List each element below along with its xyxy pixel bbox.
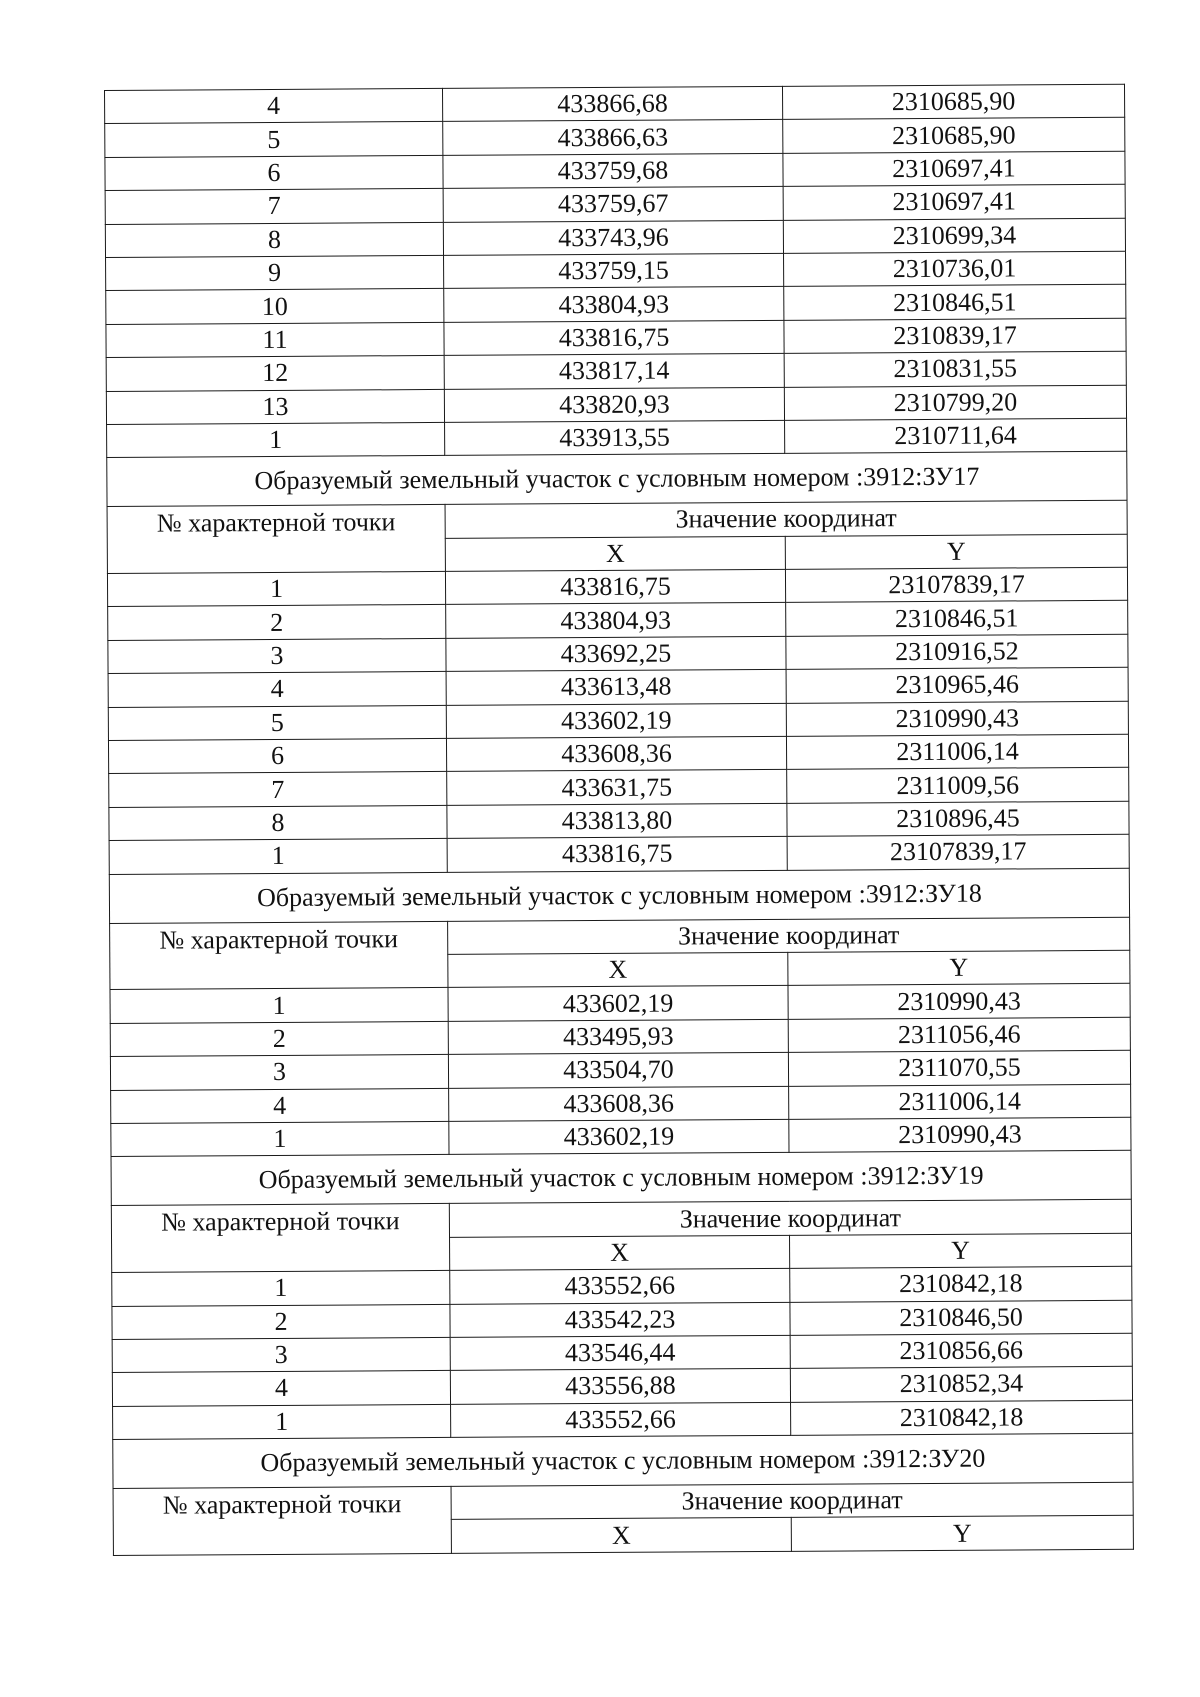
y-coordinate-cell: 2310852,34 — [790, 1367, 1132, 1402]
y-coordinate-cell: 2310831,55 — [784, 351, 1126, 386]
point-number-cell: 1 — [109, 839, 447, 874]
x-coordinate-cell: 433613,48 — [446, 670, 786, 705]
y-coordinate-cell: 2310842,18 — [790, 1266, 1132, 1301]
coordinates-table — [104, 84, 1134, 1556]
x-coordinate-cell: 433817,14 — [444, 353, 784, 388]
y-coordinate-cell: 2311009,56 — [787, 768, 1129, 803]
x-coordinate-cell: 433913,55 — [445, 420, 785, 455]
x-coordinate-cell: 433552,66 — [450, 1268, 790, 1303]
point-number-cell: 10 — [106, 289, 444, 324]
point-number-cell: 1 — [111, 1121, 449, 1156]
y-coordinate-cell: 2310990,43 — [786, 701, 1128, 736]
point-number-cell: 13 — [106, 389, 444, 424]
point-number-cell: 4 — [111, 1088, 449, 1123]
x-coordinate-cell: 433820,93 — [444, 387, 784, 422]
y-coordinate-cell: 23107839,17 — [787, 834, 1129, 869]
x-coordinate-cell: 433552,66 — [451, 1402, 791, 1437]
y-coordinate-cell: 2310685,90 — [782, 84, 1124, 119]
point-number-header: № характерной точки — [110, 921, 448, 990]
x-coordinate-cell: 433743,96 — [443, 220, 783, 255]
point-number-cell: 3 — [110, 1055, 448, 1090]
coordinates-header: Значение координат — [449, 1200, 1131, 1238]
y-coordinate-cell: 2310685,90 — [783, 118, 1125, 153]
section-title-row — [109, 868, 1129, 923]
y-coordinate-cell: 2311006,14 — [789, 1084, 1131, 1119]
point-number-cell: 8 — [109, 805, 447, 840]
x-coordinate-cell: 433816,75 — [444, 320, 784, 355]
y-header: Y — [791, 1516, 1133, 1551]
point-number-cell: 3 — [112, 1337, 450, 1372]
coordinates-header: Значение координат — [445, 501, 1127, 539]
x-coordinate-cell: 433504,70 — [448, 1052, 788, 1087]
point-number-cell: 9 — [106, 255, 444, 290]
x-coordinate-cell: 433866,68 — [442, 86, 782, 121]
x-coordinate-cell: 433602,19 — [448, 986, 788, 1021]
y-coordinate-cell: 2310916,52 — [786, 634, 1128, 669]
point-number-cell: 1 — [113, 1404, 451, 1439]
x-coordinate-cell: 433692,25 — [446, 636, 786, 671]
coordinates-header: Значение координат — [451, 1482, 1133, 1520]
point-number-cell: 1 — [107, 422, 445, 457]
point-number-cell: 2 — [110, 1021, 448, 1056]
point-number-header: № характерной точки — [107, 505, 445, 574]
y-coordinate-cell: 2310856,66 — [790, 1333, 1132, 1368]
point-number-header: № характерной точки — [111, 1204, 449, 1273]
point-number-cell: 4 — [112, 1371, 450, 1406]
x-header: X — [445, 536, 785, 571]
y-coordinate-cell: 2310697,41 — [783, 151, 1125, 186]
x-header: X — [450, 1235, 790, 1270]
x-header: X — [448, 952, 788, 987]
point-number-cell: 7 — [109, 772, 447, 807]
point-number-cell: 6 — [108, 738, 446, 773]
y-coordinate-cell: 2310736,01 — [784, 251, 1126, 286]
y-header: Y — [790, 1233, 1132, 1268]
x-coordinate-cell: 433759,67 — [443, 187, 783, 222]
x-coordinate-cell: 433546,44 — [450, 1335, 790, 1370]
point-number-cell: 3 — [108, 638, 446, 673]
point-number-cell: 7 — [105, 189, 443, 224]
y-coordinate-cell: 2310965,46 — [786, 668, 1128, 703]
y-coordinate-cell: 2310839,17 — [784, 318, 1126, 353]
section-title-row — [111, 1151, 1131, 1206]
section-title: Образуемый земельный участок с условным номером :3912:ЗУ20 — [113, 1433, 1133, 1488]
y-coordinate-cell: 2310842,18 — [791, 1400, 1133, 1435]
x-coordinate-cell: 433602,19 — [446, 703, 786, 738]
section-title-row — [107, 452, 1127, 507]
coordinates-header: Значение координат — [448, 917, 1130, 955]
point-number-cell: 12 — [106, 356, 444, 391]
y-coordinate-cell: 2310697,41 — [783, 184, 1125, 219]
y-coordinate-cell: 2311056,46 — [788, 1017, 1130, 1052]
y-coordinate-cell: 2310990,43 — [788, 984, 1130, 1019]
y-coordinate-cell: 23107839,17 — [785, 567, 1127, 602]
y-coordinate-cell: 2310846,51 — [784, 285, 1126, 320]
y-coordinate-cell: 2310846,51 — [786, 601, 1128, 636]
x-coordinate-cell: 433631,75 — [447, 770, 787, 805]
point-number-cell: 4 — [108, 672, 446, 707]
y-coordinate-cell: 2311070,55 — [788, 1050, 1130, 1085]
point-number-cell: 2 — [108, 605, 446, 640]
x-coordinate-cell: 433866,63 — [443, 120, 783, 155]
point-number-cell: 2 — [112, 1304, 450, 1339]
x-coordinate-cell: 433556,88 — [450, 1369, 790, 1404]
section-title: Образуемый земельный участок с условным номером :3912:ЗУ17 — [107, 452, 1127, 507]
x-coordinate-cell: 433804,93 — [446, 603, 786, 638]
x-coordinate-cell: 433602,19 — [449, 1119, 789, 1154]
point-number-cell: 1 — [107, 572, 445, 607]
y-coordinate-cell: 2310699,34 — [783, 218, 1125, 253]
x-coordinate-cell: 433759,15 — [444, 253, 784, 288]
x-coordinate-cell: 433542,23 — [450, 1302, 790, 1337]
section-title: Образуемый земельный участок с условным номером :3912:ЗУ18 — [109, 868, 1129, 923]
section-title-row — [113, 1433, 1133, 1488]
y-coordinate-cell: 2310711,64 — [785, 418, 1127, 453]
point-number-cell: 5 — [108, 705, 446, 740]
y-header: Y — [785, 534, 1127, 569]
point-number-cell: 5 — [105, 122, 443, 157]
point-number-cell: 11 — [106, 322, 444, 357]
x-coordinate-cell: 433608,36 — [449, 1086, 789, 1121]
y-coordinate-cell: 2311006,14 — [786, 734, 1128, 769]
x-coordinate-cell: 433813,80 — [447, 803, 787, 838]
y-coordinate-cell: 2310799,20 — [784, 385, 1126, 420]
x-coordinate-cell: 433804,93 — [444, 287, 784, 322]
point-number-cell: 1 — [112, 1271, 450, 1306]
document-page — [104, 84, 1133, 1556]
x-coordinate-cell: 433816,75 — [445, 569, 785, 604]
point-number-cell: 1 — [110, 988, 448, 1023]
x-coordinate-cell: 433759,68 — [443, 153, 783, 188]
y-coordinate-cell: 2310896,45 — [787, 801, 1129, 836]
point-number-cell: 8 — [105, 222, 443, 257]
y-header: Y — [788, 950, 1130, 985]
y-coordinate-cell: 2310846,50 — [790, 1300, 1132, 1335]
x-coordinate-cell: 433816,75 — [447, 837, 787, 872]
x-coordinate-cell: 433495,93 — [448, 1019, 788, 1054]
x-header: X — [451, 1518, 791, 1553]
y-coordinate-cell: 2310990,43 — [789, 1117, 1131, 1152]
point-number-cell: 4 — [105, 88, 443, 123]
point-number-header: № характерной точки — [113, 1486, 451, 1555]
x-coordinate-cell: 433608,36 — [446, 736, 786, 771]
section-title: Образуемый земельный участок с условным номером :3912:ЗУ19 — [111, 1151, 1131, 1206]
point-number-cell: 6 — [105, 155, 443, 190]
